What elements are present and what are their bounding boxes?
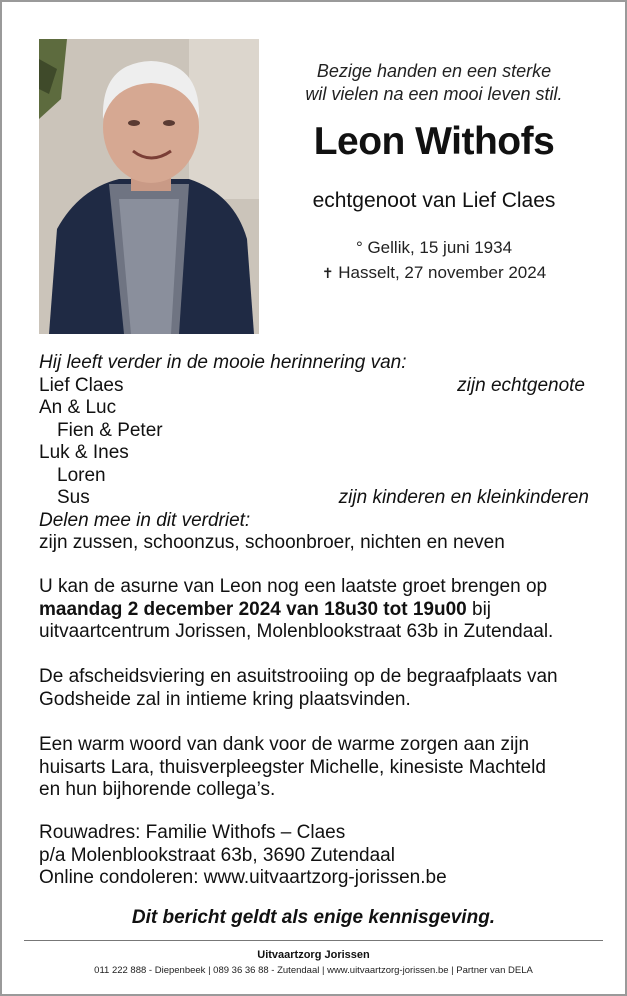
ceremony-line: De afscheidsviering en asuitstrooiing op de begraafplaats van [39, 666, 558, 687]
family-name: An & Luc [39, 397, 117, 418]
death-text: Hasselt, 27 november 2024 [333, 263, 547, 282]
family-name: Lief Claes [39, 374, 124, 396]
family-list [39, 352, 589, 555]
address-block [39, 822, 599, 890]
family-name: Loren [57, 464, 106, 486]
notice-line: Dit bericht geldt als enige kennisgeving. [131, 907, 496, 928]
portrait-illustration [39, 39, 259, 334]
quote [274, 60, 594, 106]
quote-line: Bezige handen en een sterke [316, 61, 552, 81]
farewell-line: U kan de asurne van Leon nog een laatste groet brengen op [39, 576, 548, 597]
family-intro: Hij leeft verder in de mooie herinnering van: [39, 352, 407, 373]
family-name: Luk & Ines [39, 442, 129, 463]
footer-title: Uitvaartzorg Jorissen [257, 949, 370, 961]
share-text: zijn zussen, schoonzus, schoonbroer, nichten en neven [39, 532, 505, 553]
portrait-photo [39, 39, 259, 334]
family-role: zijn kinderen en kleinkinderen [338, 487, 589, 508]
share-intro: Delen mee in dit verdriet: [39, 509, 251, 531]
spouse-line: echtgenoot van Lief Claes [312, 189, 556, 212]
address-line: Rouwadres: Familie Withofs – Claes [39, 822, 346, 843]
footer-contact: 011 222 888 - Diepenbeek | 089 36 36 88 - Zutendaal | www.uitvaartzorg-jorissen.be | Partner van DELA [94, 965, 533, 976]
family-name: Sus [57, 487, 90, 508]
family-role: zijn echtgenote [457, 374, 585, 396]
quote-line: wil vielen na een mooi leven stil. [305, 84, 563, 104]
ceremony-line: Godsheide zal in intieme kring plaatsvinden. [39, 688, 411, 710]
family-row [39, 487, 589, 510]
address-line: Online condoleren: www.uitvaartzorg-jorissen.be [39, 867, 447, 888]
farewell-paragraph [39, 576, 599, 644]
cross-icon: ✝ [321, 265, 334, 281]
death-line [274, 263, 594, 283]
ceremony-paragraph [39, 666, 599, 711]
deceased-name: Leon Withofs [313, 120, 555, 163]
thanks-line: huisarts Lara, thuisverpleegster Michelle, kinesiste Machteld [39, 756, 546, 778]
thanks-line: en hun bijhorende collega’s. [39, 779, 276, 800]
family-row [39, 397, 585, 420]
address-line: p/a Molenblookstraat 63b, 3690 Zutendaal [39, 844, 395, 866]
family-row [39, 442, 585, 465]
family-row [39, 465, 585, 488]
family-name: Fien & Peter [57, 419, 163, 441]
family-row [39, 375, 585, 398]
farewell-line: uitvaartcentrum Jorissen, Molenblookstraat 63b in Zutendaal. [39, 621, 554, 642]
thanks-paragraph [39, 734, 599, 802]
farewell-after: bij [466, 598, 492, 620]
thanks-line: Een warm woord van dank voor de warme zorgen aan zijn [39, 734, 530, 755]
farewell-date: maandag 2 december 2024 van 18u30 tot 19u00 [39, 598, 467, 620]
divider [24, 940, 603, 941]
farewell-line [39, 599, 599, 622]
birth-line: ° Gellik, 15 juni 1934 [355, 238, 513, 257]
family-row [39, 420, 585, 443]
